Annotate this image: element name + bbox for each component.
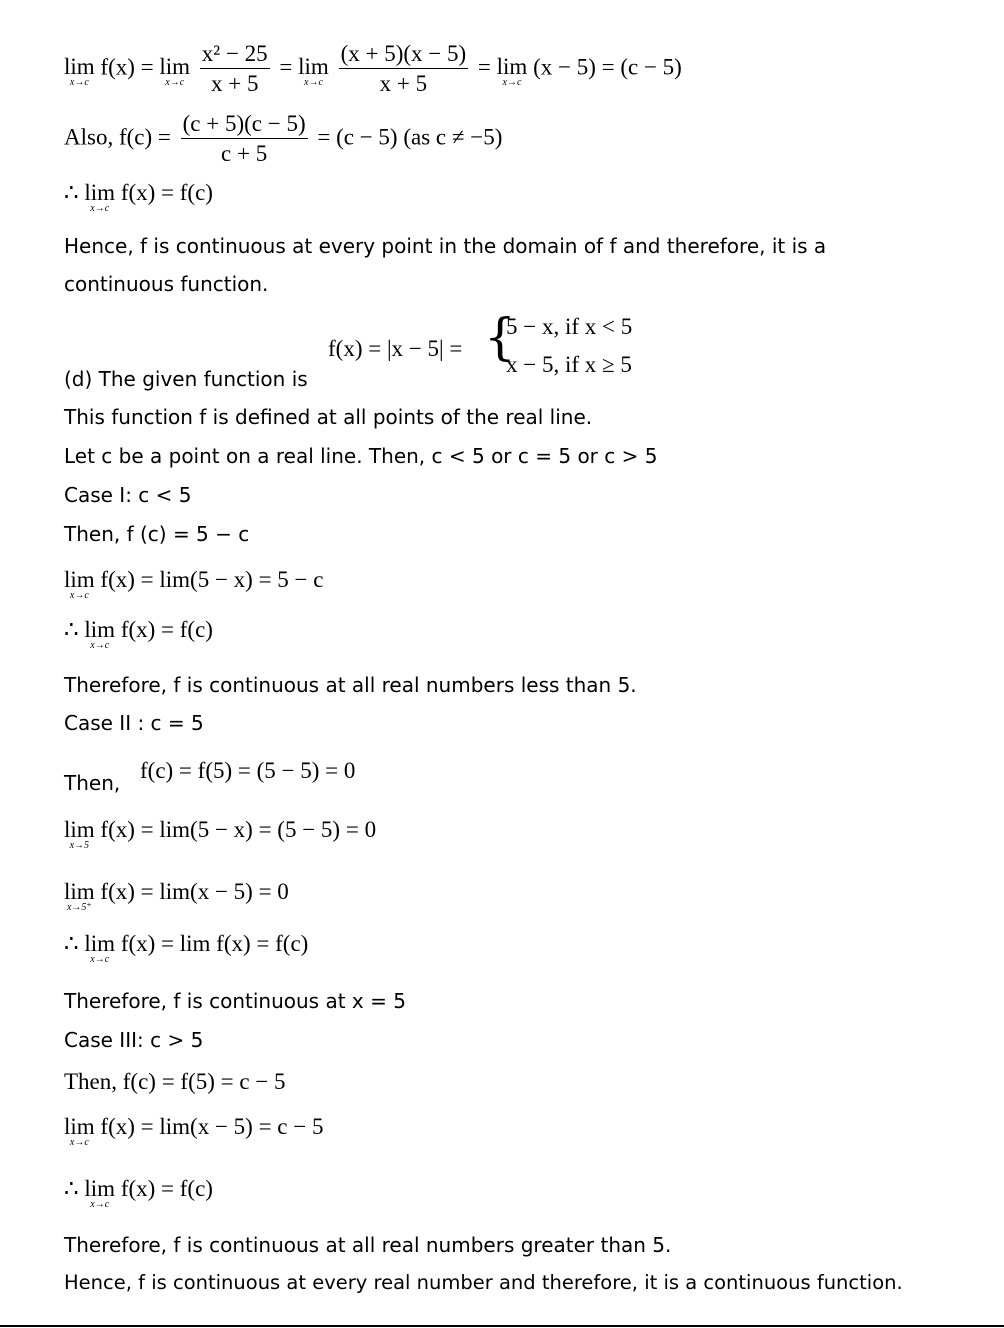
case-2-then: Then, xyxy=(64,771,121,795)
piecewise-lhs: f(x) = |x − 5| = xyxy=(328,336,463,361)
limit-equation-1: lim x→c f(x) = lim x→c $\frac{\text{x² − 25}}{x + 5}$ = lim x→c $\frac{(x + 5)(x - 5)}{x + 5}$ = lim x→c (x − 5) = (c − 5) xyxy=(64,41,682,96)
bottom-rule xyxy=(0,1325,1004,1327)
case-1-therefore: ∴ lim x→c f(x) = f(c) xyxy=(64,617,213,651)
case-2-limit-left: lim x→5 f(x) = lim(5 − x) = (5 − 5) = 0 xyxy=(64,817,377,851)
let-c-line: Let c be a point on a real line. Then, c < 5 or c = 5 or c > 5 xyxy=(64,444,658,468)
piece-2: x − 5, if x ≥ 5 xyxy=(506,352,632,377)
conclusion-less-than-5: Therefore, f is continuous at all real numbers less than 5. xyxy=(64,673,637,697)
conclusion-greater-than-5: Therefore, f is continuous at all real numbers greater than 5. xyxy=(64,1233,672,1257)
case-2-heading: Case II : c = 5 xyxy=(64,711,204,735)
conclusion-at-5: Therefore, f is continuous at x = 5 xyxy=(64,989,406,1013)
part-d-intro: (d) The given function is xyxy=(64,367,308,391)
defined-line: This function f is defined at all points of the real line. xyxy=(64,405,593,429)
fraction-3: $\frac{(c + 5)(c - 5)}{c + 5}$ xyxy=(182,111,306,166)
fraction-1: $\frac{\text{x² − 25}}{x + 5}$ xyxy=(201,41,268,96)
case-3-f-value: Then, f(c) = f(5) = c − 5 xyxy=(64,1069,286,1094)
hence-line-2: continuous function. xyxy=(64,272,269,296)
case-1-limit: lim x→c f(x) = lim(5 − x) = 5 − c xyxy=(64,567,324,601)
case-1-heading: Case I: c < 5 xyxy=(64,483,192,507)
case-2-therefore: ∴ lim x→c f(x) = lim f(x) = f(c) xyxy=(64,931,309,965)
case-2-f-value: f(c) = f(5) = (5 − 5) = 0 xyxy=(140,758,356,783)
fraction-2: $\frac{(x + 5)(x - 5)}{x + 5}$ xyxy=(340,41,467,96)
case-2-limit-right: lim x→5⁺ f(x) = lim(x − 5) = 0 xyxy=(64,879,289,913)
case-3-therefore: ∴ lim x→c f(x) = f(c) xyxy=(64,1176,213,1210)
case-3-limit: lim x→c f(x) = lim(x − 5) = c − 5 xyxy=(64,1114,324,1148)
also-f-of-c: Also, f(c) = $\frac{(c + 5)(c - 5)}{c + 5}$ = (c − 5) (as c ≠ −5) xyxy=(64,111,503,166)
piecewise-brace: { xyxy=(484,308,516,366)
hence-line-1: Hence, f is continuous at every point in the domain of f and therefore, it is a xyxy=(64,234,827,258)
final-conclusion: Hence, f is continuous at every real number and therefore, it is a continuous function. xyxy=(64,1271,903,1294)
case-3-heading: Case III: c > 5 xyxy=(64,1028,204,1052)
piece-1: 5 − x, if x < 5 xyxy=(506,314,633,339)
case-1-then: Then, f (c) = 5 − c xyxy=(64,522,250,546)
therefore-limit-1: ∴ lim x→c f(x) = f(c) xyxy=(64,180,213,214)
